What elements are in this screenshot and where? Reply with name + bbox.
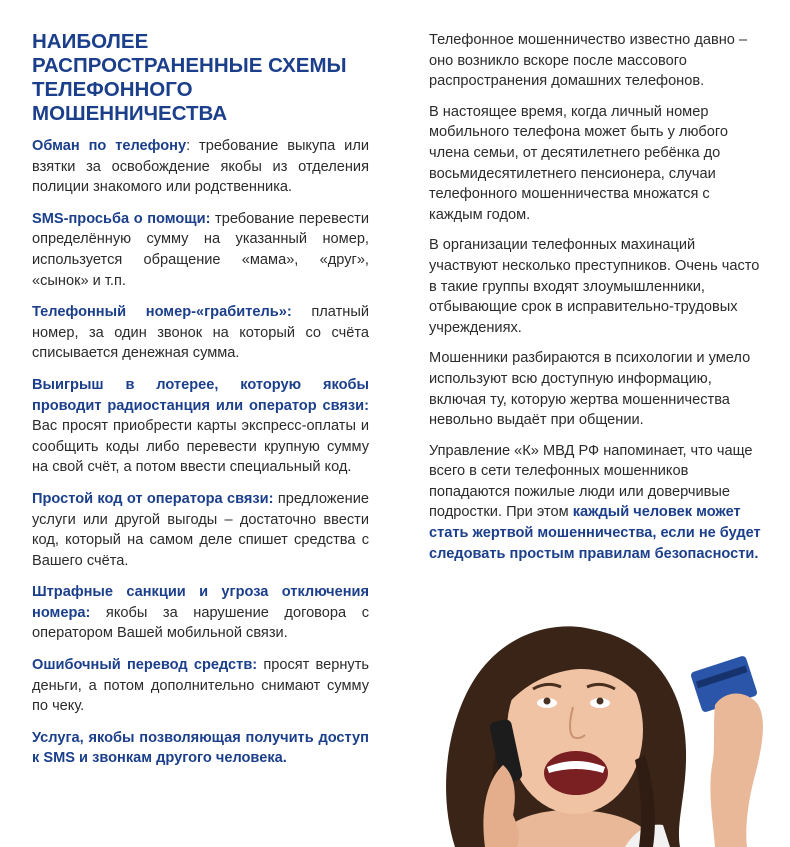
scheme-text: предложение услуги или другой выгоды – достаточно ввести код, который на самом деле спишет средства с Вашего счёта. <box>32 490 369 569</box>
scheme-lead: SMS-просьба о помощи: <box>32 210 211 227</box>
mouth-shape <box>544 751 608 795</box>
scheme-lead: Ошибочный перевод средств: <box>32 657 258 674</box>
body-paragraph: Мошенники разбираются в психологии и умело используют всю доступную информацию, включая ту, которую жертва мошенничества невольно выдаёт при общении. <box>429 350 751 429</box>
scheme-item <box>32 582 369 644</box>
scheme-sep <box>90 605 106 621</box>
scheme-sep <box>292 304 312 320</box>
scheme-text: Вас просят приобрести карты экспресс-оплаты и сообщить коды либо перевести крупную сумму на свой счёт, а потом ввести специальный код. <box>32 418 369 476</box>
body-paragraph: В организации телефонных махинаций участвуют несколько преступников. Очень часто в такие группы входят злоумышленники, отбывающие срок в исправительно-трудовых учреждениях. <box>429 237 760 336</box>
right-hand <box>710 693 763 847</box>
scheme-text: требование выкупа или взятки за освобождение якобы из отделения полиции знакомого или родственника. <box>32 138 370 196</box>
body-paragraph: В настоящее время, когда личный номер мобильного телефона может быть у любого члена семьи, от десятилетнего ребёнка до восьмидесятилетнего пенсионера, случаи телефонного мошенничества множатся с каждым годом. <box>429 103 728 223</box>
scheme-text: просят вернуть деньги, а потом дополнительно снимают сумму по чеку. <box>32 657 369 715</box>
scheme-text: требование перевести определённую сумму на указанный номер, используется обращение «мама», «друг», «сынок» и т.п. <box>32 210 369 289</box>
scheme-lead: Простой код от оператора связи: <box>32 490 274 507</box>
scheme-text: платный номер, за один звонок на который со счёта списывается денежная сумма. <box>32 304 369 362</box>
left-column <box>32 0 369 780</box>
girl-on-phone-illustration <box>395 585 790 847</box>
scheme-item-last: Услуга, якобы позволяющая получить доступ к SMS и звонкам другого человека. <box>32 729 369 767</box>
warning-text: Управление «К» МВД РФ напоминает, что чаще всего в сети телефонных мошенников попадаются пожилые люди или доверчивые подростки. При этом <box>429 442 753 521</box>
intro-paragraph: Телефонное мошенничество известно давно – оно возникло вскоре после массового распространения домашних телефонов. <box>429 32 748 90</box>
scheme-item <box>32 302 369 364</box>
scheme-item <box>32 489 369 571</box>
scheme-item <box>32 209 369 291</box>
scheme-lead: Выигрыш в лотерее, которую якобы проводит радиостанция или оператор связи: <box>32 376 369 414</box>
scheme-lead: Телефонный номер-«грабитель»: <box>32 304 292 321</box>
page-title: НАИБОЛЕЕ РАСПРОСТРАНЕННЫЕ СХЕМЫ ТЕЛЕФОННОГО МОШЕННИЧЕСТВА <box>32 30 347 125</box>
scheme-lead: Штрафные санкции и угроза отключения номера: <box>32 584 369 621</box>
scheme-item <box>32 136 369 198</box>
scheme-text: якобы за нарушение договора с оператором Вашей мобильной связи. <box>32 604 369 642</box>
warning-paragraph <box>429 441 766 565</box>
warning-accent: каждый человек может стать жертвой мошенничества, если не будет следовать простым правилам безопасности. <box>429 504 761 562</box>
scheme-item <box>32 655 369 717</box>
scheme-sep: : <box>186 138 200 154</box>
scheme-lead: Обман по телефону <box>32 138 187 154</box>
right-column <box>429 0 766 574</box>
scheme-item <box>32 375 369 478</box>
